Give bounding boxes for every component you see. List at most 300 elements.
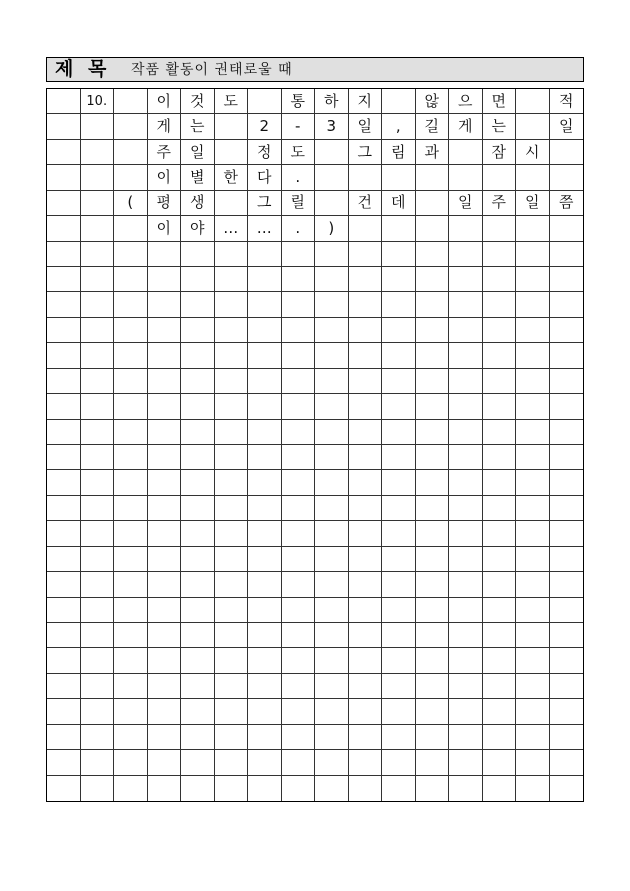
grid-cell [114,343,148,368]
grid-cell [81,572,115,597]
grid-cell [248,318,282,343]
grid-cell [282,242,316,267]
grid-cell [114,725,148,750]
grid-cell [449,216,483,241]
grid-cell [483,521,517,546]
grid-cell [449,445,483,470]
grid-cell: 과 [416,140,450,165]
grid-cell [382,420,416,445]
grid-cell [81,776,115,801]
grid-cell [315,572,349,597]
grid-cell [47,470,81,495]
grid-cell: 이 [148,216,182,241]
grid-cell [483,216,517,241]
grid-cell [315,369,349,394]
grid-cell [315,699,349,724]
grid-cell: 않 [416,89,450,114]
grid-cell [516,470,550,495]
grid-cell [516,242,550,267]
grid-cell [47,343,81,368]
grid-cell [550,292,584,317]
grid-cell [181,623,215,648]
grid-cell: 2 [248,114,282,139]
grid-cell [248,648,282,673]
grid-cell [550,267,584,292]
grid-cell [81,191,115,216]
grid-cell [516,445,550,470]
grid-cell [81,547,115,572]
grid-cell [248,369,282,394]
grid-cell [449,750,483,775]
grid-cell [315,267,349,292]
grid-cell [47,648,81,673]
grid-cell [550,470,584,495]
grid-cell [416,725,450,750]
grid-cell [215,191,249,216]
grid-cell [47,776,81,801]
grid-cell [516,598,550,623]
grid-cell [215,292,249,317]
grid-cell [483,623,517,648]
grid-cell [148,267,182,292]
grid-cell [148,750,182,775]
grid-cell [181,725,215,750]
grid-cell: 것 [181,89,215,114]
grid-cell [315,318,349,343]
grid-cell [181,496,215,521]
grid-cell [483,242,517,267]
grid-cell [148,242,182,267]
grid-cell [114,165,148,190]
grid-cell [416,242,450,267]
grid-cell [315,165,349,190]
grid-cell [550,572,584,597]
grid-cell [349,598,383,623]
grid-cell [483,318,517,343]
grid-cell [248,470,282,495]
grid-cell [550,725,584,750]
grid-cell [114,394,148,419]
grid-cell [349,445,383,470]
grid-cell: 주 [483,191,517,216]
grid-cell [47,445,81,470]
grid-cell [416,267,450,292]
grid-cell [282,623,316,648]
grid-cell [315,750,349,775]
grid-cell [315,623,349,648]
grid-cell [449,470,483,495]
grid-cell [416,750,450,775]
grid-cell [382,547,416,572]
grid-cell [483,547,517,572]
grid-cell [483,369,517,394]
grid-cell [215,521,249,546]
grid-cell [215,648,249,673]
grid-cell [47,725,81,750]
grid-cell [81,369,115,394]
grid-cell [47,267,81,292]
grid-cell [181,699,215,724]
grid-cell [114,674,148,699]
grid-cell [282,648,316,673]
grid-cell: 일 [349,114,383,139]
grid-cell [550,699,584,724]
grid-cell [248,725,282,750]
grid-cell [47,699,81,724]
grid-cell: 도 [215,89,249,114]
grid-cell: - [282,114,316,139]
grid-cell [449,623,483,648]
grid-cell [148,674,182,699]
grid-cell [349,776,383,801]
grid-cell [81,343,115,368]
grid-cell [248,242,282,267]
grid-cell [550,623,584,648]
grid-cell [349,547,383,572]
grid-cell [81,292,115,317]
grid-cell [81,750,115,775]
grid-cell [114,140,148,165]
grid-cell [449,699,483,724]
grid-cell: 이 [148,165,182,190]
grid-cell [382,165,416,190]
grid-cell [47,140,81,165]
grid-cell [449,572,483,597]
grid-cell [47,674,81,699]
grid-cell [181,394,215,419]
grid-cell [349,674,383,699]
grid-cell [449,725,483,750]
grid-cell [248,750,282,775]
grid-cell [114,470,148,495]
grid-cell [349,343,383,368]
grid-cell [215,750,249,775]
grid-cell: 지 [349,89,383,114]
grid-cell [550,496,584,521]
grid-cell [349,699,383,724]
grid-cell: 10. [81,89,115,114]
grid-cell [483,572,517,597]
grid-cell: 으 [449,89,483,114]
grid-cell [81,725,115,750]
grid-cell [416,343,450,368]
grid-cell [449,394,483,419]
grid-cell [550,140,584,165]
grid-cell [449,547,483,572]
grid-cell [315,470,349,495]
grid-cell: 림 [382,140,416,165]
grid-cell [148,343,182,368]
grid-cell [516,496,550,521]
grid-cell [215,394,249,419]
grid-cell [47,292,81,317]
grid-cell [449,140,483,165]
grid-cell [483,598,517,623]
grid-cell [181,648,215,673]
grid-cell: 게 [449,114,483,139]
grid-cell [248,547,282,572]
grid-cell [315,547,349,572]
grid-cell [47,750,81,775]
grid-cell [550,776,584,801]
grid-cell [550,750,584,775]
grid-cell [181,267,215,292]
grid-cell [382,674,416,699]
grid-cell [181,547,215,572]
grid-cell [349,521,383,546]
grid-cell [416,598,450,623]
grid-cell [516,292,550,317]
grid-cell [81,521,115,546]
grid-cell [516,267,550,292]
grid-cell [416,191,450,216]
grid-cell [114,369,148,394]
grid-cell [282,420,316,445]
grid-cell [215,572,249,597]
grid-cell [516,521,550,546]
grid-cell: 주 [148,140,182,165]
grid-cell [449,165,483,190]
grid-cell [114,776,148,801]
grid-cell [81,648,115,673]
grid-cell [382,496,416,521]
grid-cell [47,216,81,241]
grid-cell [248,445,282,470]
grid-cell [47,89,81,114]
manuscript-grid-frame [46,88,584,802]
grid-cell [215,623,249,648]
grid-cell [483,165,517,190]
grid-cell [449,496,483,521]
grid-cell [248,420,282,445]
grid-cell [47,114,81,139]
grid-cell [516,674,550,699]
grid-cell [315,343,349,368]
grid-cell [416,470,450,495]
grid-cell [114,750,148,775]
grid-cell [215,470,249,495]
grid-cell [449,318,483,343]
grid-cell [416,521,450,546]
grid-cell [282,521,316,546]
grid-cell [315,725,349,750]
grid-cell [148,394,182,419]
grid-cell [148,420,182,445]
grid-cell [114,648,148,673]
grid-cell [483,394,517,419]
grid-cell [282,750,316,775]
grid-cell: 야 [181,216,215,241]
grid-cell [81,242,115,267]
grid-cell [215,369,249,394]
grid-cell [382,267,416,292]
grid-cell [282,547,316,572]
grid-cell [382,89,416,114]
grid-cell [47,521,81,546]
grid-cell [483,699,517,724]
grid-cell [47,547,81,572]
grid-cell [349,267,383,292]
grid-cell [81,318,115,343]
grid-cell [382,394,416,419]
grid-cell: … [248,216,282,241]
grid-cell: 일 [449,191,483,216]
grid-cell [516,547,550,572]
grid-cell [449,648,483,673]
grid-cell [114,623,148,648]
grid-cell [483,750,517,775]
grid-cell [81,165,115,190]
grid-cell: 3 [315,114,349,139]
grid-cell [550,547,584,572]
grid-cell [81,674,115,699]
grid-cell [81,140,115,165]
grid-cell [516,648,550,673]
grid-cell [550,165,584,190]
grid-cell [282,496,316,521]
grid-cell: 길 [416,114,450,139]
grid-cell [349,470,383,495]
grid-cell [282,725,316,750]
grid-cell [181,598,215,623]
grid-cell [349,216,383,241]
grid-cell [416,496,450,521]
grid-cell [516,318,550,343]
grid-cell: 데 [382,191,416,216]
grid-cell [382,292,416,317]
grid-cell [516,89,550,114]
grid-cell [282,674,316,699]
grid-cell [114,216,148,241]
grid-cell [148,318,182,343]
grid-cell [516,623,550,648]
grid-cell [47,191,81,216]
grid-cell [416,674,450,699]
grid-cell: . [282,216,316,241]
grid-cell [215,420,249,445]
grid-cell [416,318,450,343]
grid-cell: 는 [181,114,215,139]
grid-cell [248,521,282,546]
grid-cell [248,674,282,699]
grid-cell: 다 [248,165,282,190]
grid-cell [550,394,584,419]
grid-cell [282,292,316,317]
grid-cell [516,750,550,775]
grid-cell [315,445,349,470]
grid-cell: 적 [550,89,584,114]
grid-cell [81,394,115,419]
grid-cell [449,242,483,267]
grid-cell [315,191,349,216]
grid-cell: 건 [349,191,383,216]
grid-cell [215,776,249,801]
grid-cell [248,496,282,521]
grid-cell [181,318,215,343]
grid-cell [382,699,416,724]
grid-cell [114,598,148,623]
grid-cell [349,369,383,394]
grid-cell [181,369,215,394]
grid-cell [550,318,584,343]
grid-cell [550,216,584,241]
grid-cell [349,572,383,597]
grid-cell [282,445,316,470]
grid-cell: ( [114,191,148,216]
grid-cell [315,140,349,165]
grid-cell [416,623,450,648]
grid-cell [148,699,182,724]
grid-cell [47,165,81,190]
grid-cell [215,598,249,623]
grid-cell [114,292,148,317]
grid-cell [382,521,416,546]
grid-cell [550,674,584,699]
grid-cell [416,547,450,572]
grid-cell [215,699,249,724]
grid-cell [81,420,115,445]
grid-cell [81,216,115,241]
grid-cell [47,623,81,648]
grid-cell [416,292,450,317]
grid-cell [349,623,383,648]
grid-cell [215,318,249,343]
title-bar [46,57,584,82]
grid-cell [248,572,282,597]
grid-cell [148,547,182,572]
grid-cell [516,114,550,139]
grid-cell [449,292,483,317]
grid-cell [382,776,416,801]
grid-cell [81,623,115,648]
grid-cell [516,776,550,801]
grid-cell [349,750,383,775]
grid-cell [382,470,416,495]
grid-cell [315,598,349,623]
grid-cell [550,369,584,394]
grid-cell [516,572,550,597]
grid-cell [282,699,316,724]
grid-cell: 평 [148,191,182,216]
grid-cell [382,572,416,597]
grid-cell [282,343,316,368]
grid-cell [483,292,517,317]
grid-cell [215,343,249,368]
grid-cell: 정 [248,140,282,165]
grid-cell [516,394,550,419]
grid-cell [148,725,182,750]
grid-cell [382,750,416,775]
grid-cell [416,394,450,419]
grid-cell [483,496,517,521]
grid-cell [181,292,215,317]
grid-cell: 릴 [282,191,316,216]
grid-cell [181,242,215,267]
grid-cell [382,369,416,394]
grid-cell [81,114,115,139]
grid-cell [382,445,416,470]
grid-cell [114,521,148,546]
grid-cell [449,343,483,368]
grid-cell [349,165,383,190]
grid-cell: 별 [181,165,215,190]
grid-cell [81,470,115,495]
grid-cell [550,598,584,623]
grid-cell: 시 [516,140,550,165]
grid-cell [114,89,148,114]
manuscript-grid [47,89,583,801]
grid-cell [248,343,282,368]
